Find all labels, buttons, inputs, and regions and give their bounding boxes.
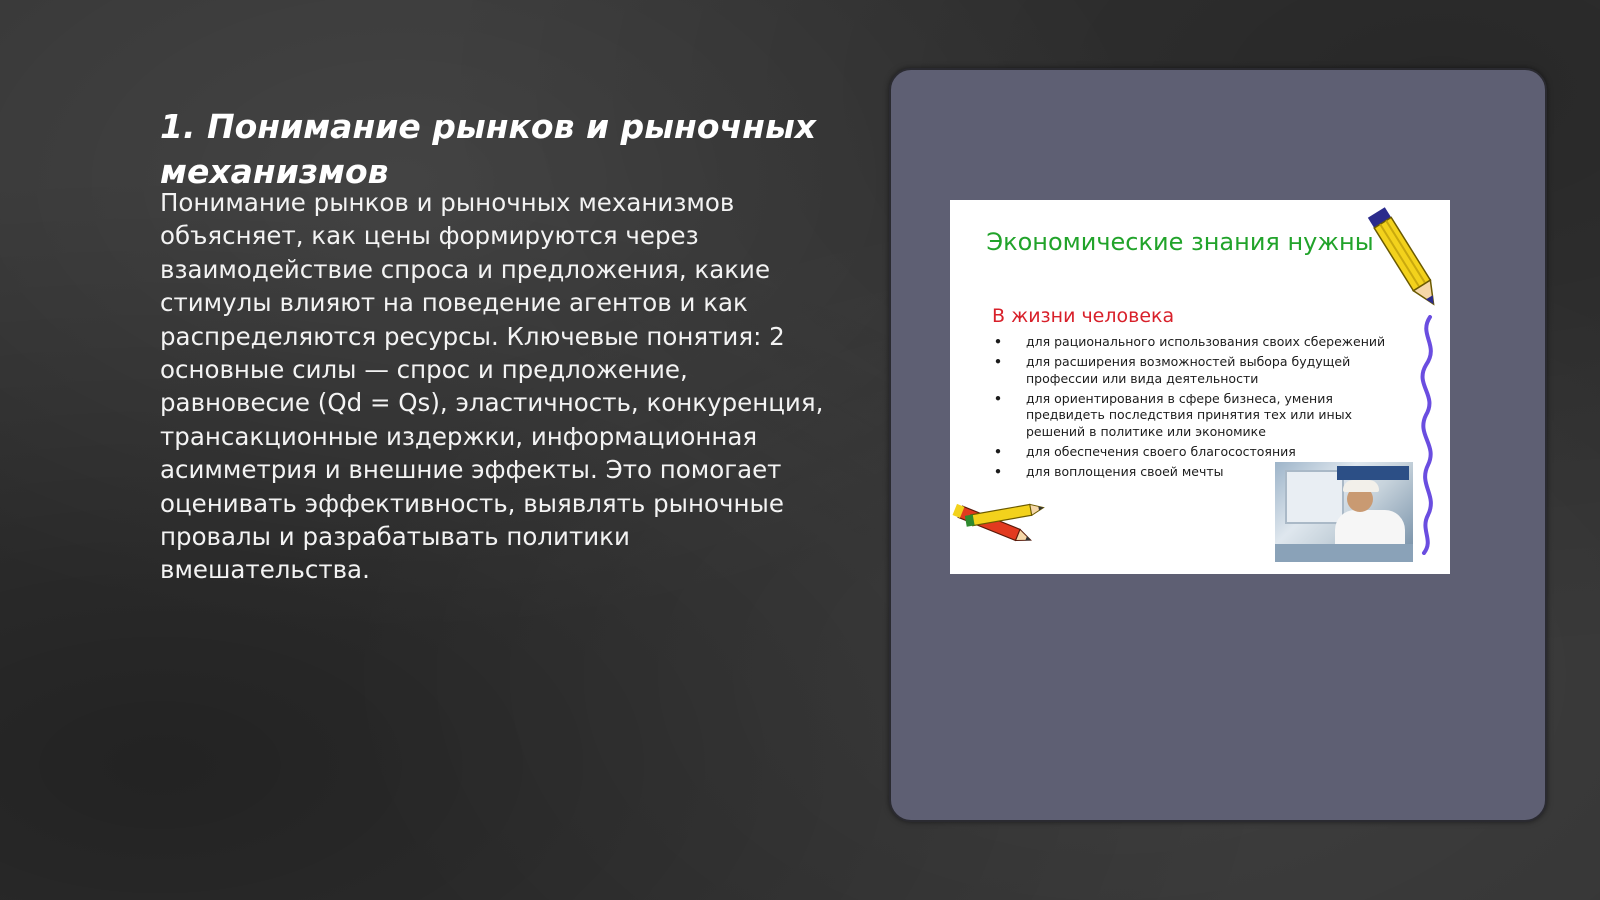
pencil-icon [1366,200,1446,320]
photo-board [1285,470,1344,524]
slide-title: 1. Понимание рынков и рыночных механизмов [160,107,817,191]
embedded-slide-subtitle: В жизни человека [992,305,1175,327]
photo-person-at-desk [1275,462,1413,562]
bullet-icon: • [994,390,1002,406]
list-item-text: для обеспечения своего благосостояния [1026,443,1296,459]
embedded-slide-image [950,200,1450,574]
list-item [992,391,1392,441]
photo-sign [1337,466,1409,480]
list-item [992,334,1392,351]
list-item [992,354,1392,387]
pencils-icon [950,496,1050,566]
bullet-icon: • [994,463,1002,479]
list-item-text: для ориентирования в сфере бизнеса, умения предвидеть последствия принятия тех или иных решений в политике или экономике [1026,390,1352,439]
list-item-text: для рационального использования своих сбережений [1026,334,1386,349]
slide-body-text: Понимание рынков и рыночных механизмов объясняет, как цены формируются через взаимодействие спроса и предложения, какие стимулы влияют на поведение агентов и как распределяются ресурсы. Ключевые понятия: 2 основные силы — спрос и предложение, равновесие (Qd = Qs), эластичность, конкуренция, трансакционные издержки, информационная асимметрия и внешние эффекты. Это помогает оценивать эффективность, выявлять рыночные провалы и разрабатывать политики вмешательства. [160,188,824,585]
list-item [992,444,1392,461]
embedded-slide-title: Экономические знания нужны [986,228,1374,256]
bullet-icon: • [994,443,1002,459]
bullet-icon: • [994,334,1002,349]
squiggle-line-icon [1412,315,1442,555]
list-item-text: для воплощения своей мечты [1026,463,1224,479]
bullet-icon: • [994,354,1002,369]
photo-desk [1275,544,1413,562]
list-item-text: для расширения возможностей выбора будущей профессии или вида деятельности [1026,354,1351,386]
photo-person-cap [1343,480,1379,492]
